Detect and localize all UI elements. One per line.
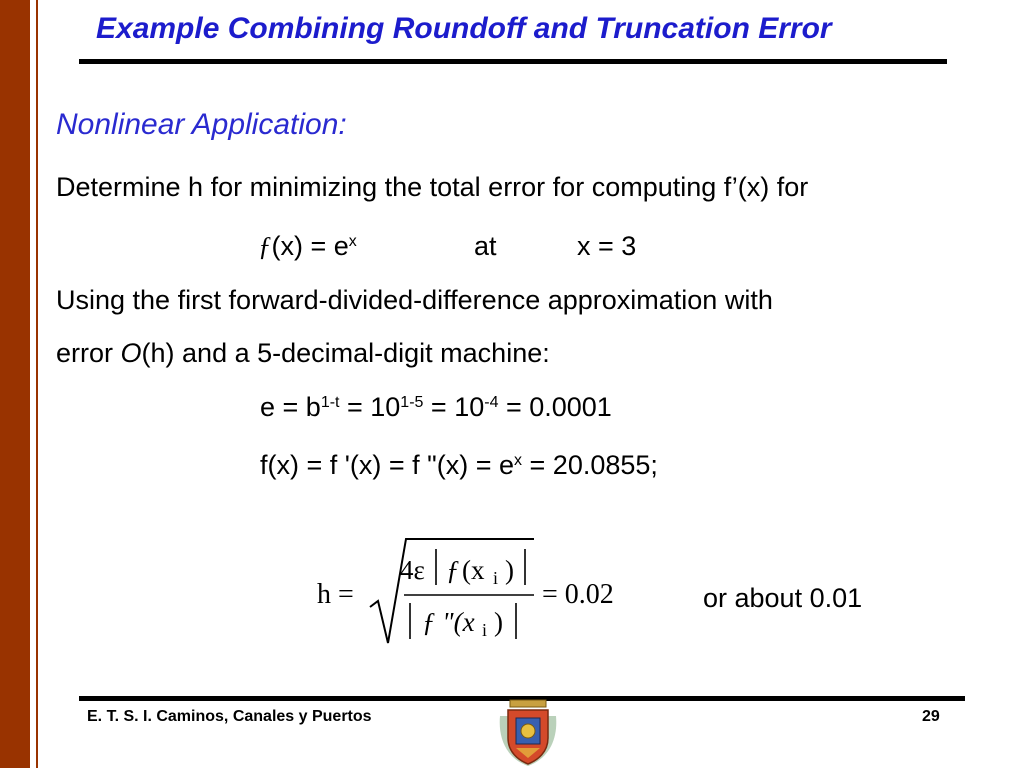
left-border-bar [0, 0, 30, 768]
numerator-close: ) [505, 555, 514, 585]
left-border-line [36, 0, 38, 768]
function-definition [258, 231, 357, 262]
denominator-f: ƒ "(x [422, 607, 475, 637]
evaluation-point: x = 3 [577, 231, 637, 261]
h-result: = 0.02 [542, 579, 614, 610]
page-number: 29 [922, 708, 940, 725]
deriv-part-2: = 20.0855; [522, 450, 658, 480]
approximation-note: or about 0.01 [703, 583, 863, 613]
function-exponent: x [348, 233, 357, 250]
denominator-close: ) [494, 607, 503, 637]
at-label: at [474, 231, 497, 261]
deriv-sup: x [514, 452, 523, 469]
derivative-values [260, 450, 658, 481]
problem-statement: Determine h for minimizing the total error for computing f’(x) for [56, 172, 809, 202]
error-pre: error [56, 338, 121, 368]
method-statement: Using the first forward-divided-difference approximation with [56, 285, 773, 315]
big-o: O [120, 338, 142, 368]
eps-part-1: e = b [260, 392, 321, 422]
numerator-coef: 4ε [400, 555, 425, 585]
function-lhs: (x) = e [271, 231, 349, 261]
numerator-f: ƒ [446, 555, 460, 585]
error-statement [56, 338, 550, 369]
eps-part-2: = 10 [339, 392, 401, 422]
function-symbol: ƒ [258, 231, 272, 261]
numerator-sub-i: i [493, 568, 499, 588]
error-post: (h) and a 5-decimal-digit machine: [141, 338, 550, 368]
slide-title: Example Combining Roundoff and Truncation Error [96, 12, 832, 45]
eps-sup-1: 1-t [320, 394, 340, 411]
machine-epsilon [260, 392, 612, 423]
school-crest-icon [496, 698, 560, 768]
eps-part-4: = 0.0001 [498, 392, 612, 422]
footer-institution: E. T. S. I. Caminos, Canales y Puertos [87, 708, 372, 725]
optimal-step-formula [312, 535, 642, 650]
numerator-x: (x [462, 555, 485, 585]
denominator-sub-i: i [482, 620, 488, 640]
h-lhs: h = [317, 579, 354, 610]
subtitle: Nonlinear Application: [56, 108, 347, 141]
deriv-part-1: f(x) = f '(x) = f "(x) = e [260, 450, 515, 480]
eps-sup-3: -4 [484, 394, 499, 411]
eps-sup-2: 1-5 [400, 394, 424, 411]
eps-part-3: = 10 [423, 392, 485, 422]
title-divider [79, 59, 947, 64]
